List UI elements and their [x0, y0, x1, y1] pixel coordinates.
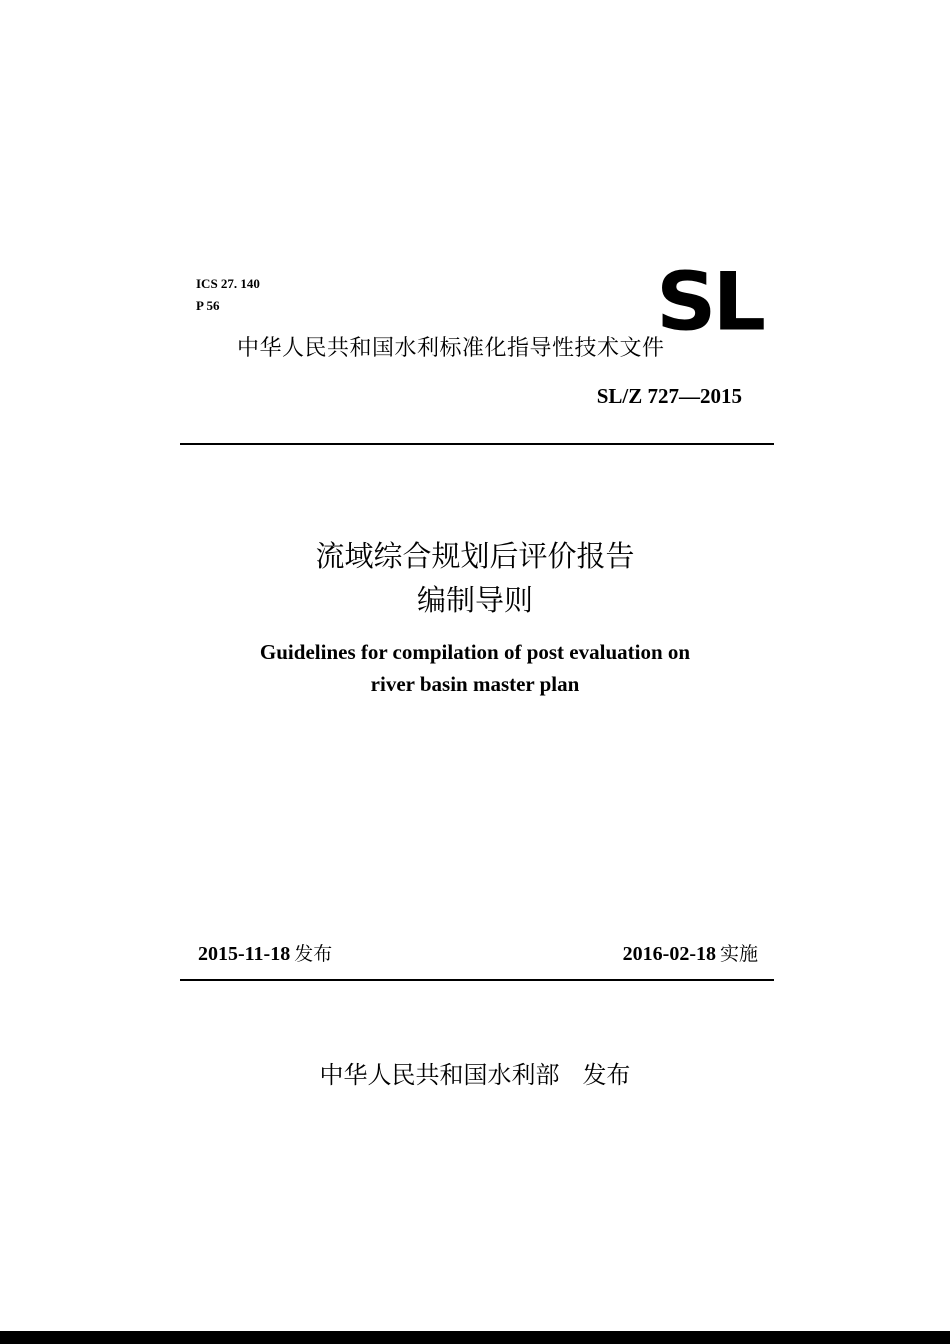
implementation-date-value: 2016-02-18 [622, 943, 716, 965]
classification-codes [196, 273, 260, 317]
issue-date [198, 940, 332, 968]
publisher-name: 中华人民共和国水利部 [319, 1061, 560, 1089]
ccs-code: P 56 [196, 298, 220, 313]
title-chinese-line-2: 编制导则 [416, 583, 533, 617]
title-english-line-2: river basin master plan [370, 672, 580, 696]
issue-date-value: 2015-11-18 [198, 943, 291, 965]
implementation-date [623, 940, 758, 968]
bottom-divider [180, 979, 774, 981]
standard-number: SL/Z 727—2015 [596, 384, 742, 408]
title-chinese-line-1: 流域综合规划后评价报告 [315, 539, 635, 573]
implementation-date-label: 实施 [719, 943, 758, 965]
sl-logo: SL [656, 255, 763, 349]
issue-date-label: 发布 [294, 943, 333, 965]
ics-code: ICS 27. 140 [196, 276, 260, 291]
document-category: 中华人民共和国水利标准化指导性技术文件 [237, 336, 665, 361]
publisher-label: 发布 [582, 1061, 631, 1089]
top-divider [180, 443, 774, 445]
bottom-scan-edge [0, 1331, 950, 1344]
publisher [0, 1058, 950, 1092]
title-english-line-1: Guidelines for compilation of post evaluation on [259, 640, 691, 664]
